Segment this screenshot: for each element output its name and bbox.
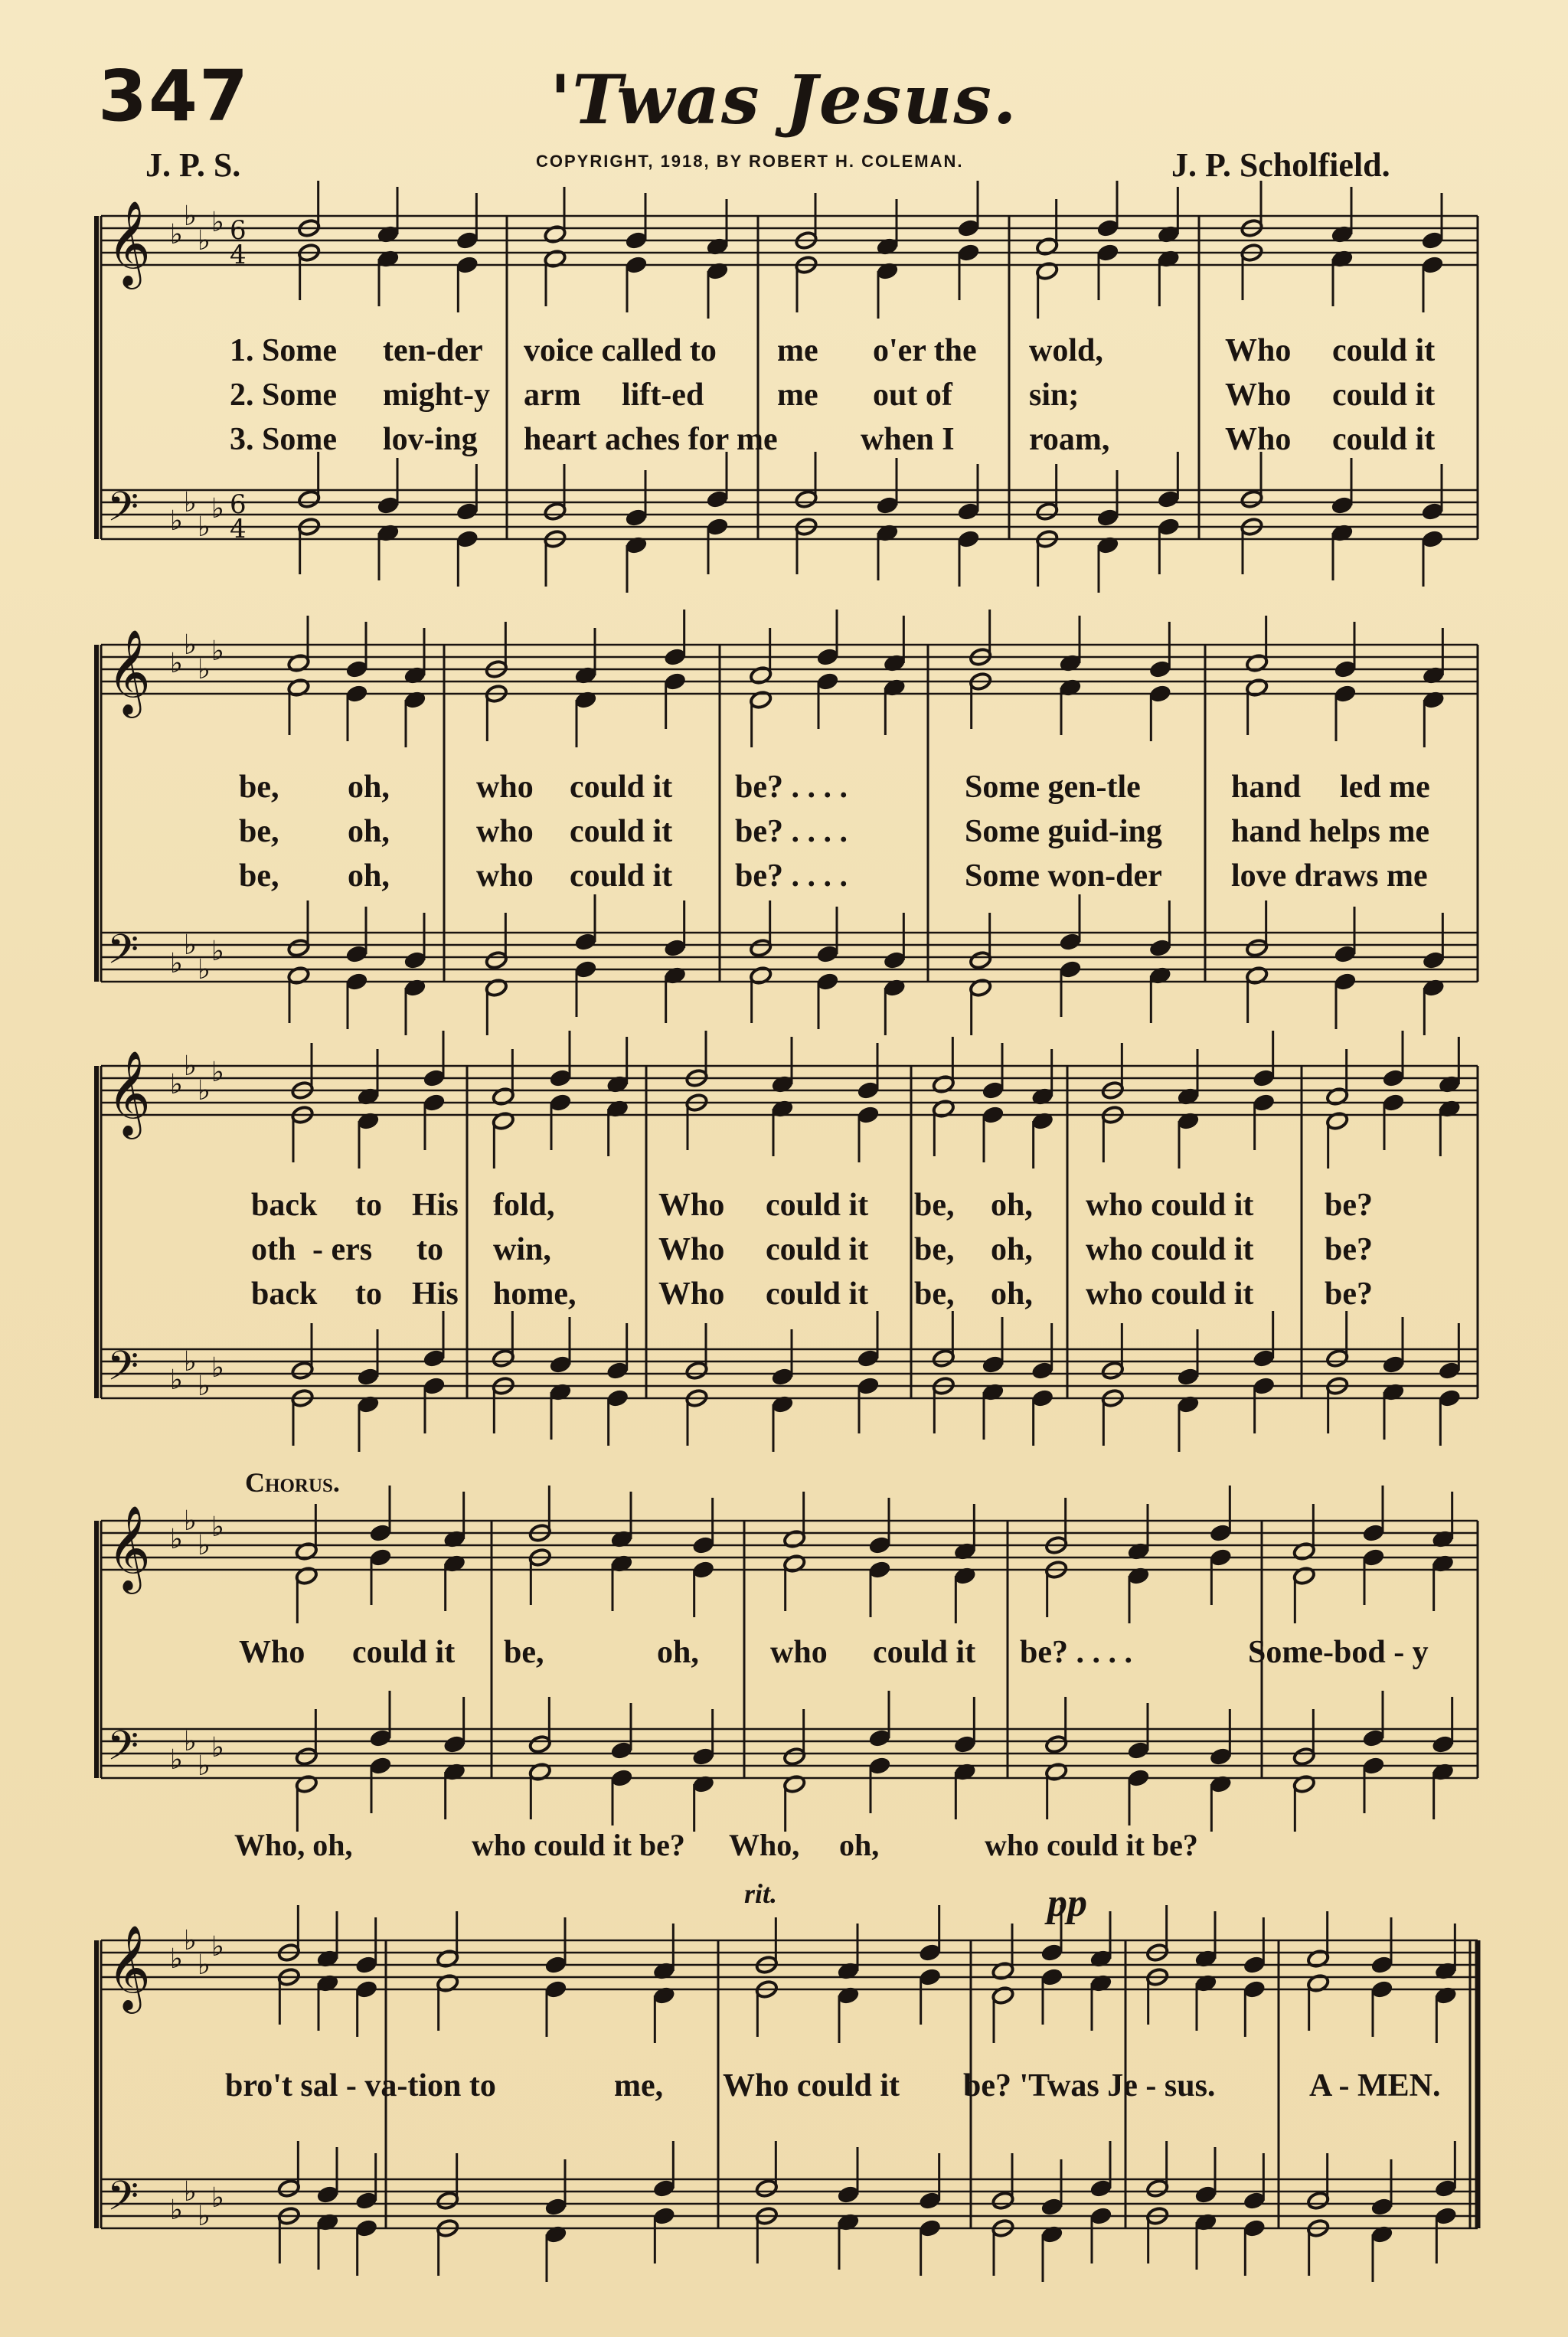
flat-icon: ♭ <box>198 1530 211 1561</box>
flat-icon: ♭ <box>184 1051 197 1082</box>
bass-clef-icon: 𝄢 <box>107 1723 139 1780</box>
time-signature-bottom: 4 <box>230 240 247 270</box>
flat-icon: ♭ <box>198 2201 211 2232</box>
flat-icon: ♭ <box>184 1726 197 1757</box>
flat-icon: ♭ <box>211 636 224 667</box>
lyric-v1-s3: back to His fold, Who could it be, oh, who could it be? <box>251 1188 1373 1223</box>
flat-icon: ♭ <box>184 2176 197 2208</box>
flat-icon: ♭ <box>184 930 197 961</box>
lyric-v3-s1: 3. Some lov-ing heart aches for me when I roam, Who could it <box>230 422 1436 457</box>
flat-icon: ♭ <box>211 1352 224 1384</box>
lyric-v1-s2: be, oh, who could it be? . . . . Some gen-tle hand led me <box>239 770 1430 805</box>
bass-clef-icon: 𝄢 <box>107 484 139 541</box>
flat-icon: ♭ <box>170 1524 183 1555</box>
flat-icon: ♭ <box>170 948 183 979</box>
flat-icon: ♭ <box>211 1512 224 1543</box>
rit-marking: rit. <box>744 1878 778 1909</box>
time-signature-bottom: 4 <box>230 514 247 544</box>
treble-clef-icon: 𝄞 <box>107 629 151 714</box>
lyric-final: bro't sal - va-tion to me, Who could it be? 'Twas Je - sus. A - MEN. <box>225 2068 1441 2103</box>
lyric-chorus-bass: Who, oh, who could it be? Who, oh, who could it be? <box>234 1828 1198 1862</box>
flat-icon: ♭ <box>211 1931 224 1963</box>
flat-icon: ♭ <box>211 2182 224 2214</box>
lyric-v2-s1: 2. Some might-y arm lift-ed me out of sin; Who could it <box>230 378 1436 413</box>
flat-icon: ♭ <box>211 493 224 525</box>
author-initials: J. P. S. <box>145 146 241 184</box>
treble-clef-icon: 𝄞 <box>107 1505 151 1590</box>
time-signature-top: 6 <box>230 489 247 520</box>
flat-icon: ♭ <box>170 1744 183 1776</box>
flat-icon: ♭ <box>184 1925 197 1956</box>
flat-icon: ♭ <box>170 2195 183 2226</box>
flat-icon: ♭ <box>184 487 197 518</box>
flat-icon: ♭ <box>198 1075 211 1106</box>
flat-icon: ♭ <box>198 1950 211 1981</box>
hymn-title: 'Twas Jesus. <box>550 60 1018 139</box>
flat-icon: ♭ <box>198 1371 211 1402</box>
flat-icon: ♭ <box>211 207 224 238</box>
flat-icon: ♭ <box>198 1750 211 1782</box>
lyric-chorus-treble: Who could it be, oh, who could it be? . . . . Some-bod - y <box>239 1635 1429 1670</box>
lyric-v3-s3: back to His home, Who could it be, oh, who could it be? <box>251 1276 1373 1312</box>
composer-name: J. P. Scholfield. <box>1171 146 1390 184</box>
pp-marking: pp <box>1047 1881 1087 1925</box>
flat-icon: ♭ <box>211 1057 224 1088</box>
flat-icon: ♭ <box>170 648 183 679</box>
flat-icon: ♭ <box>211 936 224 967</box>
chorus-label: Chorus. <box>245 1467 340 1498</box>
treble-clef-icon: 𝄞 <box>107 1050 151 1136</box>
treble-clef-icon: 𝄞 <box>107 1924 151 2010</box>
flat-icon: ♭ <box>170 505 183 537</box>
flat-icon: ♭ <box>170 1365 183 1396</box>
treble-clef-icon: 𝄞 <box>107 200 151 286</box>
lyric-v2-s2: be, oh, who could it be? . . . . Some guid-ing hand helps me <box>239 814 1430 849</box>
bass-clef-icon: 𝄢 <box>107 1343 139 1400</box>
lyric-v2-s3: oth - ers to win, Who could it be, oh, who could it be? <box>251 1232 1373 1267</box>
flat-icon: ♭ <box>198 954 211 985</box>
flat-icon: ♭ <box>184 1505 197 1537</box>
flat-icon: ♭ <box>170 219 183 250</box>
copyright-notice: COPYRIGHT, 1918, BY ROBERT H. COLEMAN. <box>536 152 964 171</box>
flat-icon: ♭ <box>198 225 211 257</box>
flat-icon: ♭ <box>170 1943 183 1975</box>
flat-icon: ♭ <box>170 1069 183 1100</box>
flat-icon: ♭ <box>184 201 197 232</box>
flat-icon: ♭ <box>198 654 211 685</box>
bass-clef-icon: 𝄢 <box>107 2173 139 2230</box>
time-signature-top: 6 <box>230 215 247 246</box>
flat-icon: ♭ <box>184 1346 197 1378</box>
flat-icon: ♭ <box>211 1732 224 1763</box>
flat-icon: ♭ <box>184 629 197 661</box>
lyric-v3-s2: be, oh, who could it be? . . . . Some won-der love draws me <box>239 858 1428 894</box>
flat-icon: ♭ <box>198 512 211 543</box>
lyric-v1-s1: 1. Some ten-der voice called to me o'er the wold, Who could it <box>230 333 1436 368</box>
hymn-number: 347 <box>98 55 250 137</box>
bass-clef-icon: 𝄢 <box>107 927 139 983</box>
